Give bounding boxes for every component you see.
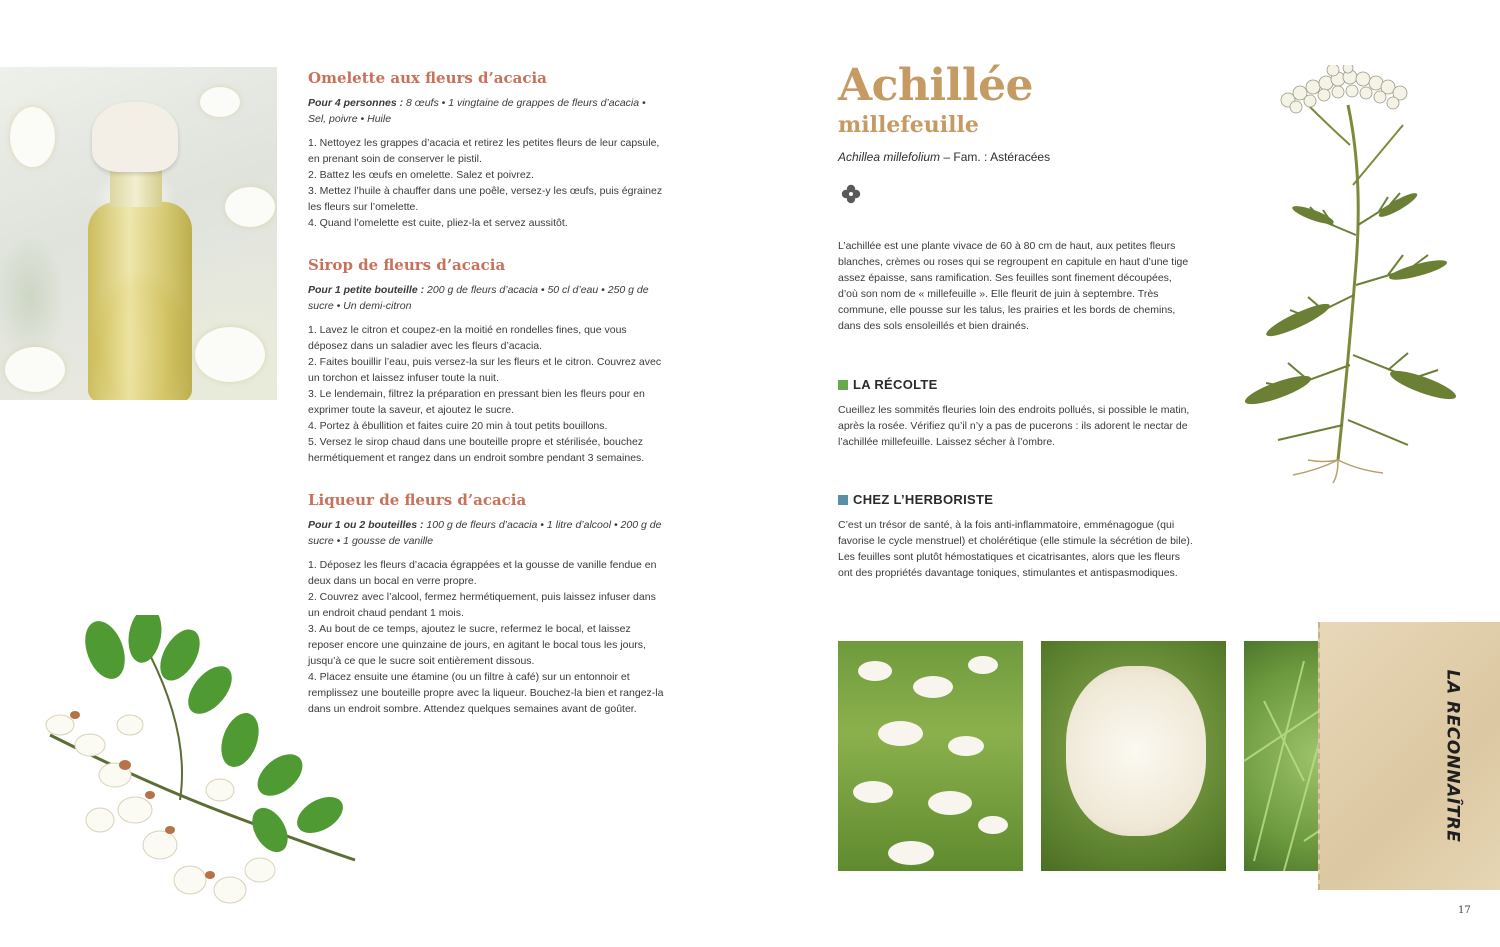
recipe-ingredients: Pour 4 personnes : 8 œufs • 1 vingtaine de grappes de fleurs d’acacia • Sel, poivre • Huile xyxy=(308,97,646,125)
plant-subtitle: millefeuille xyxy=(838,112,979,138)
recipes-column xyxy=(308,68,664,741)
recipe-step: 4. Portez à ébullition et faites cuire 20 min à tout petits bouillons. xyxy=(308,420,608,432)
harvest-heading: LA RÉCOLTE xyxy=(838,377,938,392)
tag-label: LA RECONNAÎTRE xyxy=(1442,669,1462,843)
recipe-title: Sirop de fleurs d’acacia xyxy=(308,256,506,274)
recipe-ingredients: Pour 1 petite bouteille : 200 g de fleurs d’acacia • 50 cl d’eau • 250 g de sucre • Un demi-citron xyxy=(308,284,649,312)
recipe-step: 4. Placez ensuite une étamine (ou un filtre à café) sur un entonnoir et remplissez une bouteille propre avec la liqueur. Bouchez-la bien et rangez-la dans un endroit sombre. Attendez quelques semaines avant de goûter. xyxy=(308,671,664,715)
page-number: 17 xyxy=(1458,905,1471,916)
square-bullet-icon xyxy=(838,380,848,390)
plant-title: Achillée xyxy=(838,60,1034,111)
recipe-title: Liqueur de fleurs d’acacia xyxy=(308,491,527,509)
recipe-step: 3. Mettez l’huile à chauffer dans une poêle, versez-y les œufs, puis égrainez les fleurs sur l’omelette. xyxy=(308,185,663,213)
acacia-branch-illustration xyxy=(30,615,360,915)
recipe-step: 2. Couvrez avec l’alcool, fermez hermétiquement, puis laissez infuser dans un endroit chaud pendant 1 mois. xyxy=(308,591,656,619)
yarrow-meadow-photo xyxy=(838,641,1023,871)
scientific-name-line: Achillea millefolium – Fam. : Astéracées xyxy=(838,150,1051,164)
recipe-syrup xyxy=(308,255,664,466)
recipe-step: 1. Lavez le citron et coupez-en la moitié en rondelles fines, que vous déposez dans un saladier avec les fleurs d’acacia. xyxy=(308,324,627,352)
recipe-step: 2. Faites bouillir l’eau, puis versez-la sur les fleurs et le citron. Couvrez avec un torchon et laissez infuser toute la nuit. xyxy=(308,356,662,384)
recipe-step: 4. Quand l’omelette est cuite, pliez-la et servez aussitôt. xyxy=(308,217,568,229)
yarrow-botanical-illustration xyxy=(1238,65,1463,485)
harvest-text: Cueillez les sommités fleuries loin des endroits pollués, si possible le matin, après la rosée. Vérifiez qu’il n’y a pas de pucerons : ils adorent le nectar de l’achillée millefeuille. Laissez sécher à l’ombre. xyxy=(838,404,1190,448)
yarrow-flowerhead-photo xyxy=(1041,641,1226,871)
recipe-step: 1. Déposez les fleurs d’acacia égrappées et la gousse de vanille fendue en deux dans un bocal en verre propre. xyxy=(308,559,657,587)
herbalist-heading: CHEZ L’HERBORISTE xyxy=(838,492,993,507)
recipe-ingredients: Pour 1 ou 2 bouteilles : 100 g de fleurs d’acacia • 1 litre d’alcool • 200 g de sucre • 1 gousse de vanille xyxy=(308,519,662,547)
flower-icon xyxy=(841,184,861,204)
acacia-syrup-photo xyxy=(0,67,277,400)
plant-description: L’achillée est une plante vivace de 60 à 80 cm de haut, aux petites fleurs blanches, crèmes ou roses qui se regroupent en capitule en haut d’une tige assez épaisse, sans ramification. Ses feuilles sont finement découpées, d’où son nom de « millefeuille ». Elle fleurit de juin à septembre. Très commune, elle pousse sur les talus, les prairies et les bords de chemins, dans des sols ensoleillés et bien drainés. xyxy=(838,240,1189,332)
herbalist-text: C’est un trésor de santé, à la fois anti-inflammatoire, emménagogue (qui favorise le cycle menstruel) et cholérétique (elle stimule la sécrétion de bile). Les feuilles sont plutôt hémostatiques et cicatrisantes, alors que les fleurs ont des propriétés davantage toniques, stimulantes et antispasmodiques. xyxy=(838,519,1193,579)
kraft-tag xyxy=(1318,622,1500,890)
recipe-step: 2. Battez les œufs en omelette. Salez et poivrez. xyxy=(308,169,534,181)
recipe-liqueur xyxy=(308,490,664,717)
square-bullet-icon xyxy=(838,495,848,505)
recipe-step: 1. Nettoyez les grappes d’acacia et retirez les petites fleurs de leur capsule, en prenant soin de conserver le pistil. xyxy=(308,137,660,165)
recipe-title: Omelette aux fleurs d’acacia xyxy=(308,69,547,87)
recipe-step: 3. Au bout de ce temps, ajoutez le sucre, refermez le bocal, et laissez reposer encore une quinzaine de jours, en agitant le bocal tous les jours, jusqu’à ce que le sucre soit entièrement dissous. xyxy=(308,623,646,667)
recipe-step: 5. Versez le sirop chaud dans une bouteille propre et stérilisée, bouchez hermétiquement et rangez dans un endroit sombre pendant 3 semaines. xyxy=(308,436,645,464)
recipe-omelette xyxy=(308,68,664,231)
recipe-step: 3. Le lendemain, filtrez la préparation en pressant bien les fleurs pour en exprimer toute la saveur, et ajoutez le sucre. xyxy=(308,388,645,416)
